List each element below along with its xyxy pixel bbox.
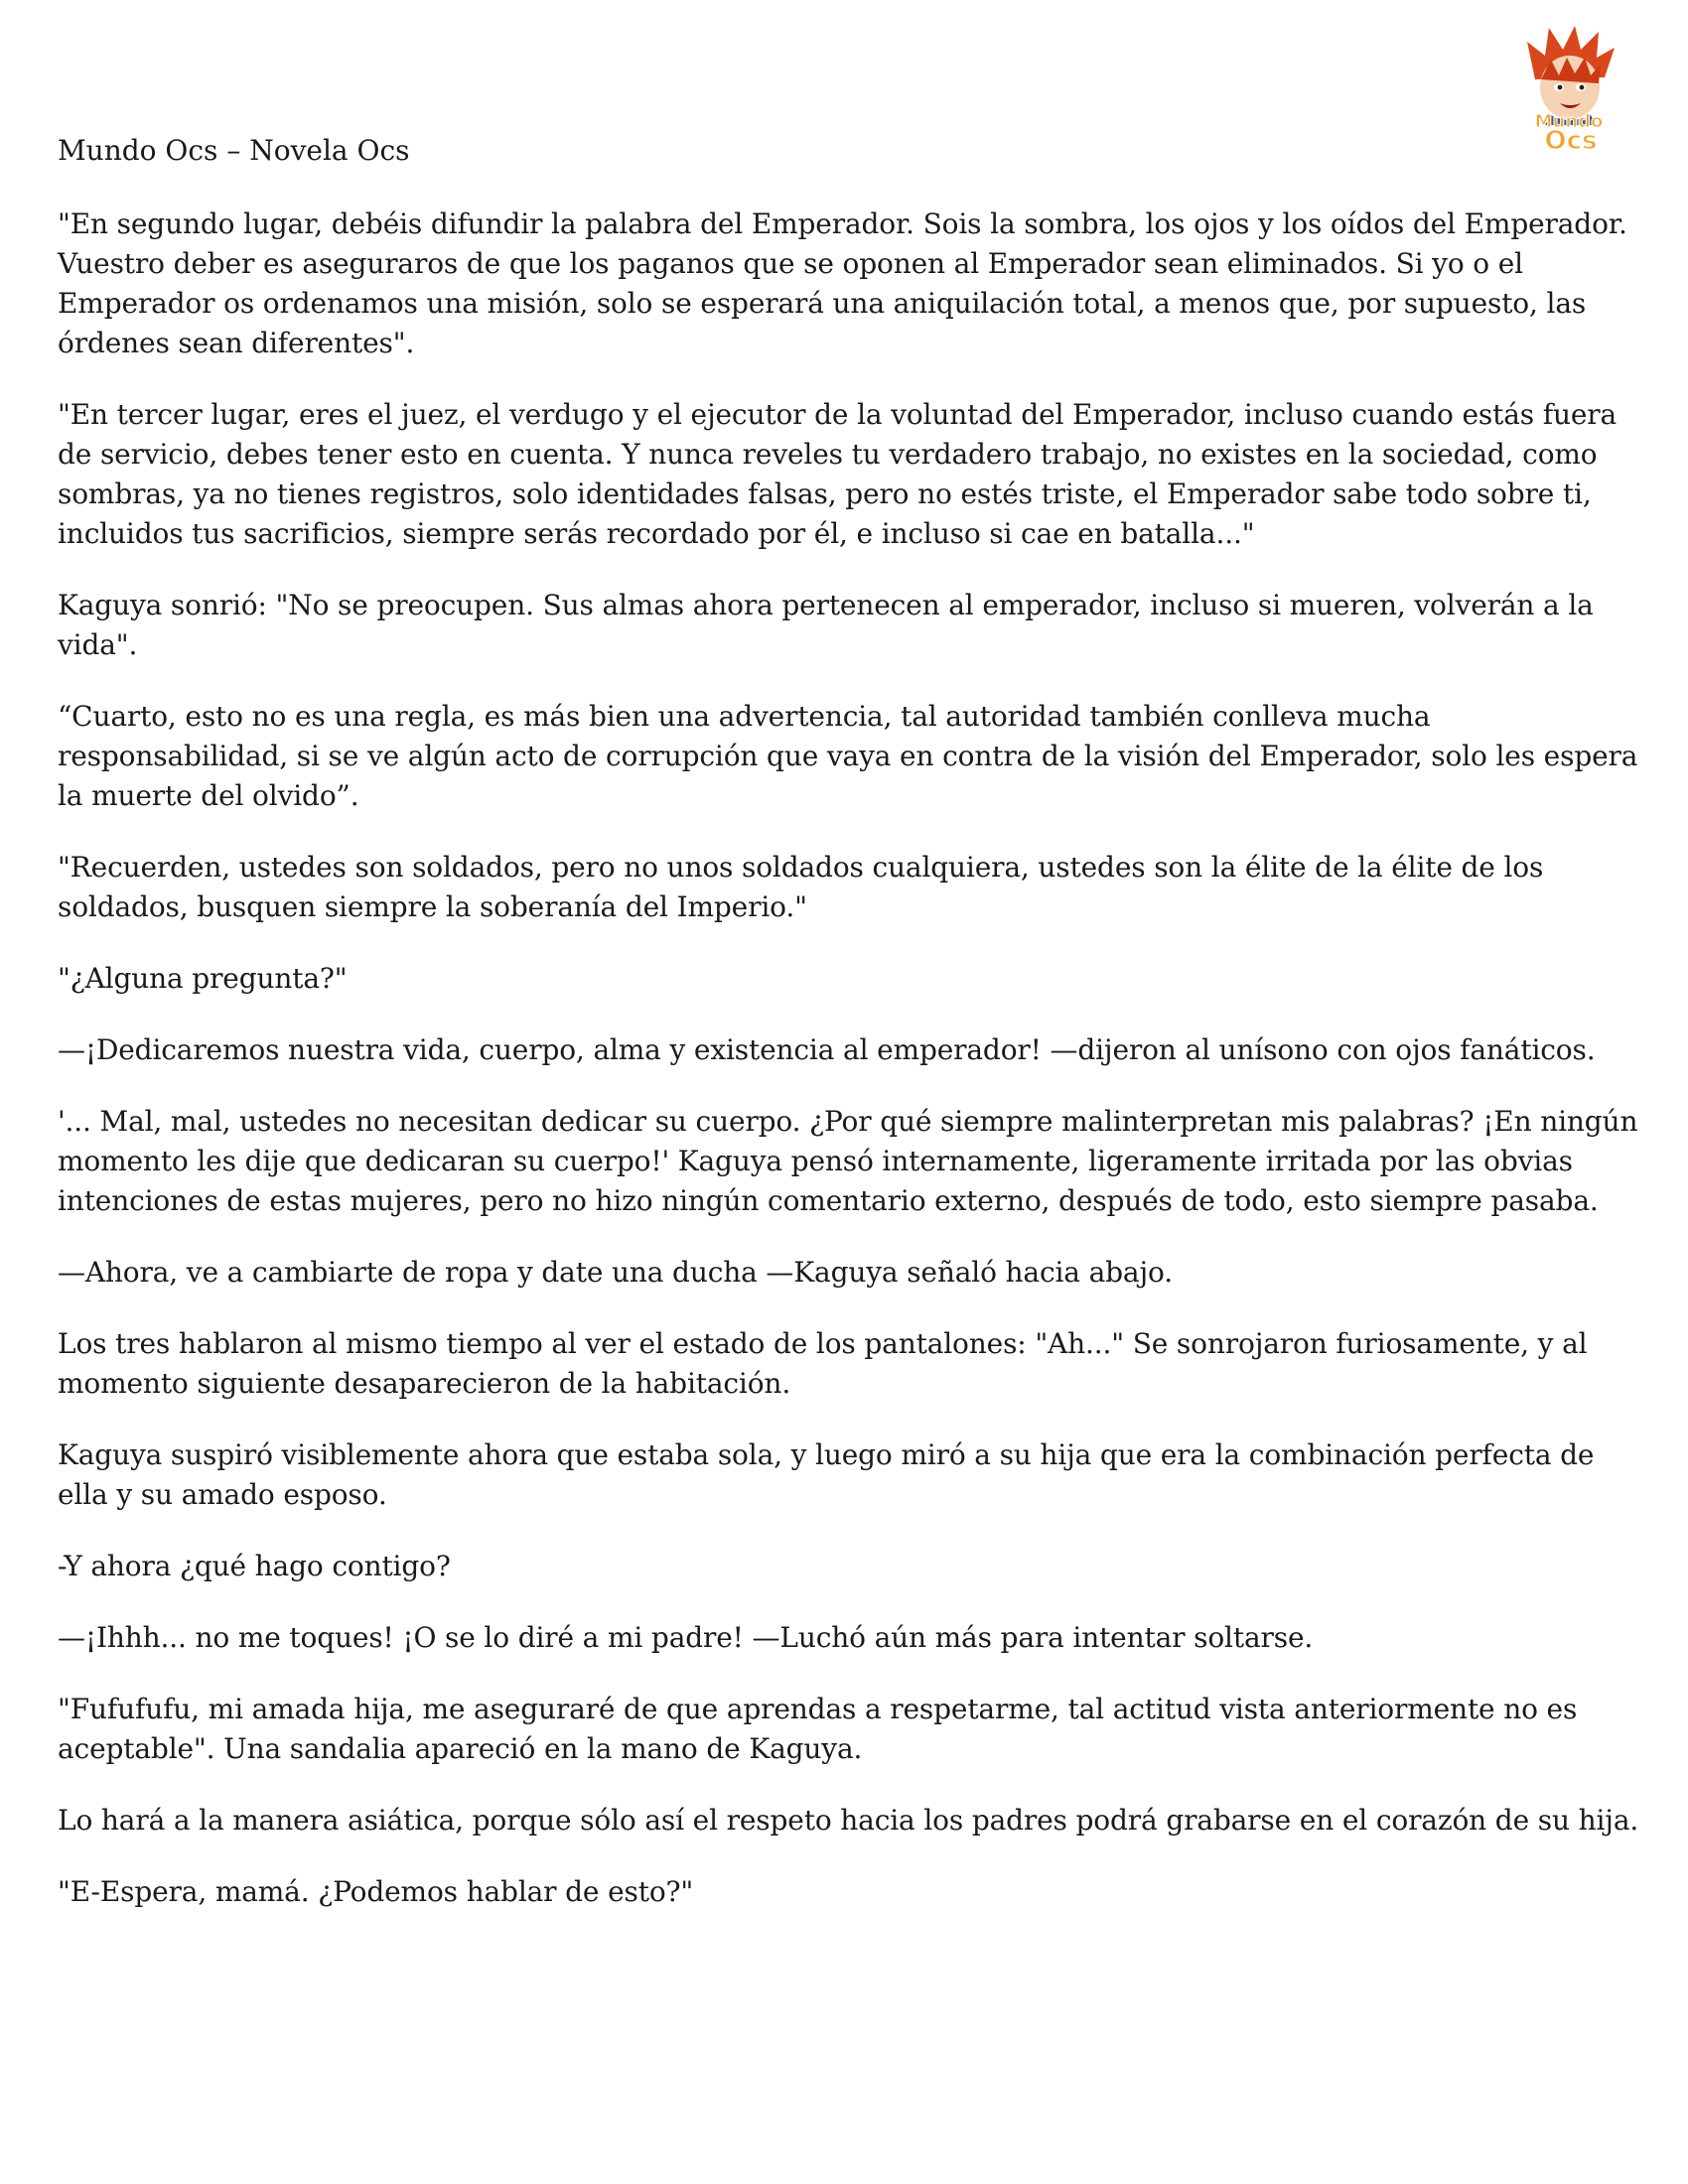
document-header: Mundo Ocs – Novela Ocs [58, 134, 410, 167]
paragraph: —¡Ihhh... no me toques! ¡O se lo diré a mi padre! —Luchó aún más para intentar soltarse. [58, 1621, 1314, 1654]
paragraph: —¡Dedicaremos nuestra vida, cuerpo, alma y existencia al emperador! —dijeron al unísono con ojos fanáticos. [58, 1033, 1596, 1066]
paragraph: -Y ahora ¿qué hago contigo? [58, 1550, 451, 1582]
mundo-ocs-logo [1505, 22, 1634, 153]
novel-body [58, 205, 1646, 1944]
logo-graphic [1505, 22, 1634, 153]
svg-text:Ocs: Ocs [1544, 126, 1598, 153]
paragraph: "En segundo lugar, debéis difundir la palabra del Emperador. Sois la sombra, los ojos y los oídos del Emperador. Vuestro deber es aseguraros de que los paganos que se oponen al Emperador sean eliminados. Si yo o el Emperador os ordenamos una misión, solo se esperará una aniquilación total, a menos que, por supuesto, las órdenes sean diferentes". [58, 207, 1627, 359]
paragraph: "Fufufufu, mi amada hija, me aseguraré de que aprendas a respetarme, tal actitud vista anteriormente no es aceptable". Una sandalia apareció en la mano de Kaguya. [58, 1693, 1578, 1765]
paragraph: Kaguya sonrió: "No se preocupen. Sus almas ahora pertenecen al emperador, incluso si mueren, volverán a la vida". [58, 589, 1594, 661]
paragraph: Los tres hablaron al mismo tiempo al ver el estado de los pantalones: "Ah..." Se sonrojaron furiosamente, y al momento siguiente desaparecieron de la habitación. [58, 1327, 1588, 1400]
svg-text:Mundo: Mundo [1534, 111, 1604, 132]
paragraph: "¿Alguna pregunta?" [58, 962, 348, 995]
paragraph: "Recuerden, ustedes son soldados, pero no unos soldados cualquiera, ustedes son la élite de la élite de los soldados, busquen siempre la soberanía del Imperio." [58, 851, 1544, 923]
paragraph: Lo hará a la manera asiática, porque sólo así el respeto hacia los padres podrá grabarse en el corazón de su hija. [58, 1804, 1639, 1837]
paragraph: Kaguya suspiró visiblemente ahora que estaba sola, y luego miró a su hija que era la combinación perfecta de ella y su amado esposo. [58, 1438, 1595, 1511]
paragraph: '... Mal, mal, ustedes no necesitan dedicar su cuerpo. ¿Por qué siempre malinterpretan mis palabras? ¡En ningún momento les dije que dedicaran su cuerpo!' Kaguya pensó internamente, ligeramente irritada por las obvias intenciones de estas mujeres, pero no hizo ningún comentario externo, después de todo, esto siempre pasaba. [58, 1105, 1638, 1217]
paragraph: —Ahora, ve a cambiarte de ropa y date una ducha —Kaguya señaló hacia abajo. [58, 1256, 1173, 1289]
paragraph: "En tercer lugar, eres el juez, el verdugo y el ejecutor de la voluntad del Emperador, incluso cuando estás fuera de servicio, debes tener esto en cuenta. Y nunca reveles tu verdadero trabajo, no existes en la sociedad, como sombras, ya no tienes registros, solo identidades falsas, pero no estés triste, el Emperador sabe todo sobre ti, incluidos tus sacrificios, siempre serás recordado por él, e incluso si cae en batalla..." [58, 398, 1618, 550]
paragraph: "E-Espera, mamá. ¿Podemos hablar de esto?" [58, 1875, 694, 1908]
paragraph: “Cuarto, esto no es una regla, es más bien una advertencia, tal autoridad también conlleva mucha responsabilidad, si se ve algún acto de corrupción que vaya en contra de la visión del Emperador, solo les espera la muerte del olvido”. [58, 700, 1638, 812]
